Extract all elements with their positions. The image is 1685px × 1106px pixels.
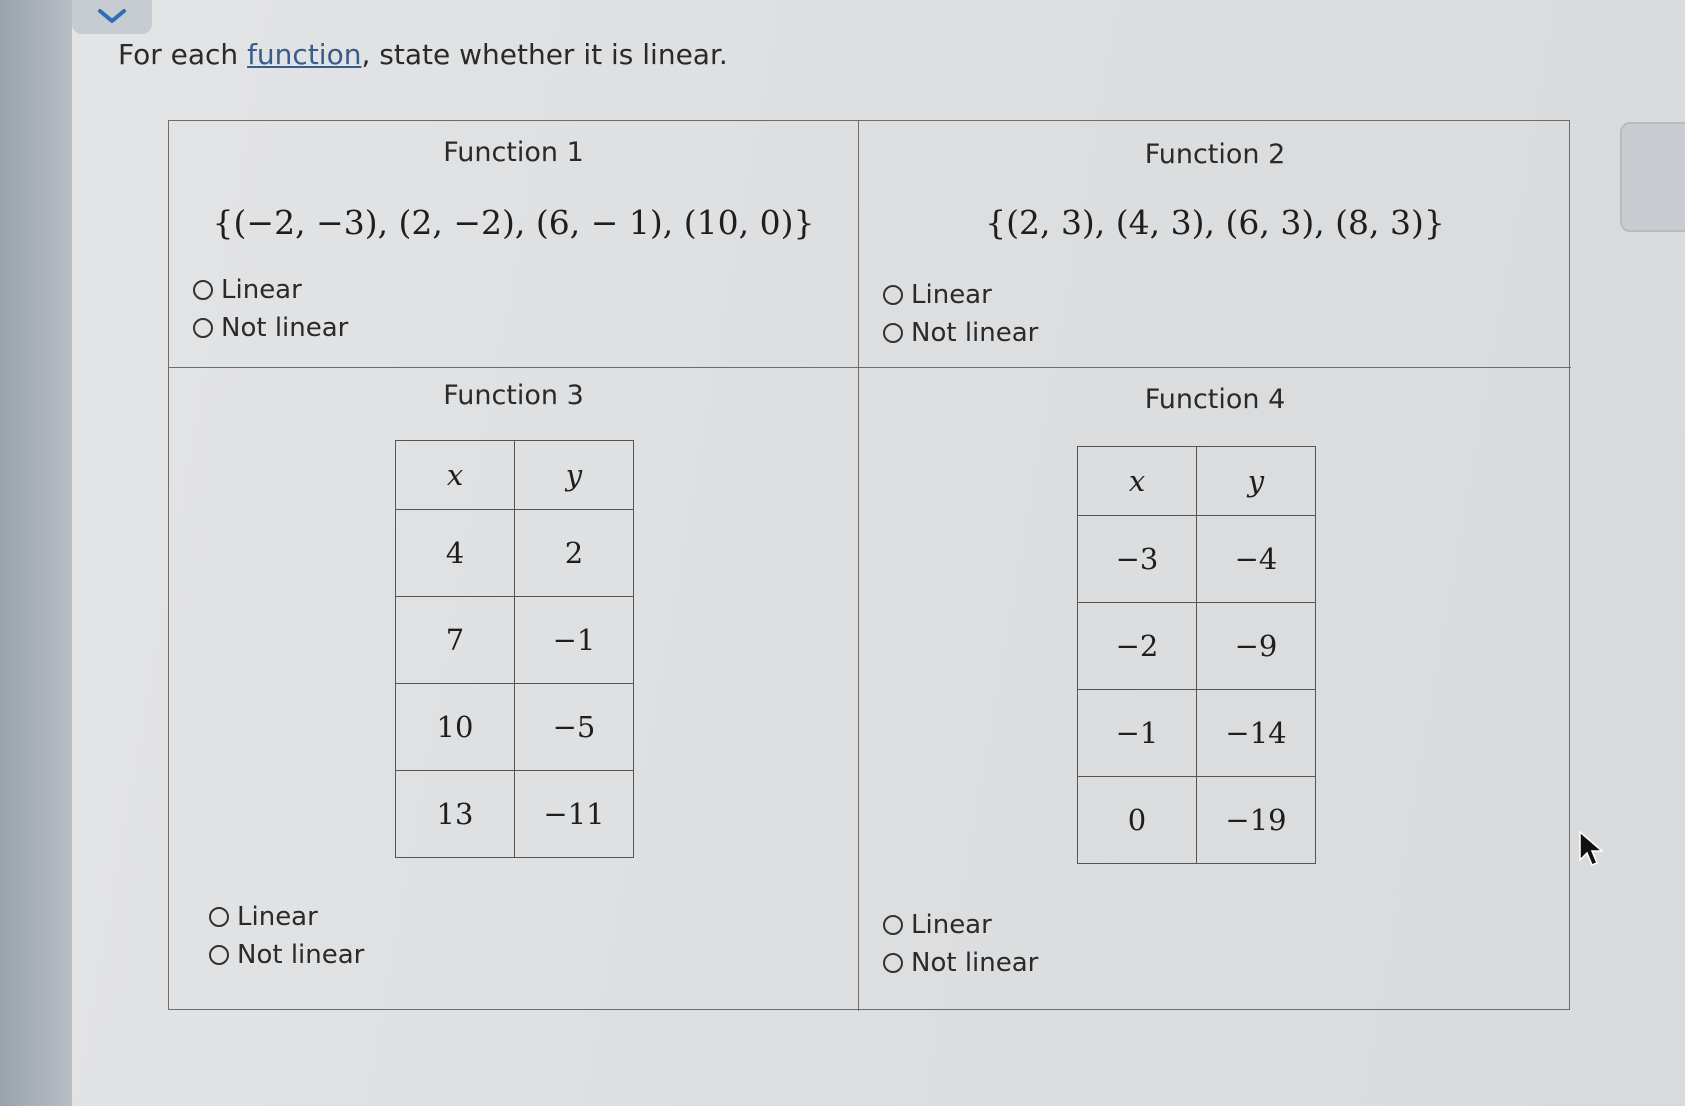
function-2-option-not-linear[interactable] xyxy=(883,314,1038,352)
question-suffix: , state whether it is linear. xyxy=(361,38,728,71)
radio-button-icon[interactable] xyxy=(883,323,903,343)
question-text xyxy=(118,38,728,71)
table-row xyxy=(1078,690,1316,777)
function-4-title: Function 4 xyxy=(1144,384,1286,415)
function-3-title: Function 3 xyxy=(443,380,584,411)
table-row xyxy=(396,684,634,771)
table-row xyxy=(1078,777,1316,864)
table-cell: 2 xyxy=(515,510,634,597)
function-4-option-not-linear[interactable] xyxy=(883,944,1038,982)
radio-button-icon[interactable] xyxy=(883,953,903,973)
option-label: Not linear xyxy=(237,940,365,970)
option-label: Not linear xyxy=(221,313,349,343)
function-1-option-not-linear[interactable] xyxy=(193,309,348,347)
table-header-y: y xyxy=(1197,447,1316,516)
functions-grid xyxy=(168,120,1570,1010)
function-4-table xyxy=(1077,446,1316,864)
function-1-title: Function 1 xyxy=(443,137,584,168)
function-1-cell xyxy=(169,121,859,368)
table-cell: −5 xyxy=(515,684,634,771)
option-label: Not linear xyxy=(911,318,1039,348)
table-cell: −14 xyxy=(1197,690,1316,777)
function-3-table xyxy=(395,440,634,858)
option-label: Linear xyxy=(911,910,992,940)
table-header-x: x xyxy=(1078,447,1197,516)
option-label: Linear xyxy=(221,275,302,305)
option-label: Not linear xyxy=(911,948,1039,978)
function-3-option-not-linear[interactable] xyxy=(209,936,364,974)
function-2-title: Function 2 xyxy=(1144,139,1286,170)
function-3-cell xyxy=(169,368,859,1011)
table-cell: −3 xyxy=(1078,516,1197,603)
table-header-y: y xyxy=(515,441,634,510)
mouse-pointer-icon xyxy=(1578,830,1604,872)
radio-button-icon[interactable] xyxy=(193,318,213,338)
radio-button-icon[interactable] xyxy=(883,285,903,305)
table-row xyxy=(1078,516,1316,603)
table-cell: 0 xyxy=(1078,777,1197,864)
table-cell: −2 xyxy=(1078,603,1197,690)
table-row xyxy=(396,597,634,684)
table-cell: −1 xyxy=(515,597,634,684)
table-cell: 7 xyxy=(396,597,515,684)
table-cell: 13 xyxy=(396,771,515,858)
table-row xyxy=(396,771,634,858)
function-1-option-linear[interactable] xyxy=(193,271,348,309)
table-cell: −9 xyxy=(1197,603,1316,690)
table-header-x: x xyxy=(396,441,515,510)
function-4-options xyxy=(883,906,1038,982)
table-cell: 10 xyxy=(396,684,515,771)
function-2-options xyxy=(883,276,1038,352)
table-cell: −19 xyxy=(1197,777,1316,864)
side-panel-tab[interactable] xyxy=(1620,122,1685,232)
table-cell: −11 xyxy=(515,771,634,858)
function-2-option-linear[interactable] xyxy=(883,276,1038,314)
function-1-options xyxy=(193,271,348,347)
table-header-row xyxy=(1078,447,1316,516)
function-4-cell xyxy=(859,368,1571,1011)
radio-button-icon[interactable] xyxy=(193,280,213,300)
function-definition-link[interactable]: function xyxy=(247,38,362,71)
question-prefix: For each xyxy=(118,38,248,71)
table-header-row xyxy=(396,441,634,510)
left-strip xyxy=(0,0,72,1106)
option-label: Linear xyxy=(237,902,318,932)
table-row xyxy=(1078,603,1316,690)
radio-button-icon[interactable] xyxy=(209,907,229,927)
option-label: Linear xyxy=(911,280,992,310)
function-4-option-linear[interactable] xyxy=(883,906,1038,944)
table-cell: −1 xyxy=(1078,690,1197,777)
table-cell: 4 xyxy=(396,510,515,597)
radio-button-icon[interactable] xyxy=(209,945,229,965)
table-row xyxy=(396,510,634,597)
table-cell: −4 xyxy=(1197,516,1316,603)
function-2-set: {(2, 3), (4, 3), (6, 3), (8, 3)} xyxy=(985,203,1445,242)
function-3-option-linear[interactable] xyxy=(209,898,364,936)
function-3-options xyxy=(209,898,364,974)
function-2-cell xyxy=(859,121,1571,368)
collapse-button[interactable] xyxy=(72,0,152,34)
radio-button-icon[interactable] xyxy=(883,915,903,935)
chevron-down-icon xyxy=(97,8,127,28)
function-1-set: {(−2, −3), (2, −2), (6, − 1), (10, 0)} xyxy=(212,203,815,242)
